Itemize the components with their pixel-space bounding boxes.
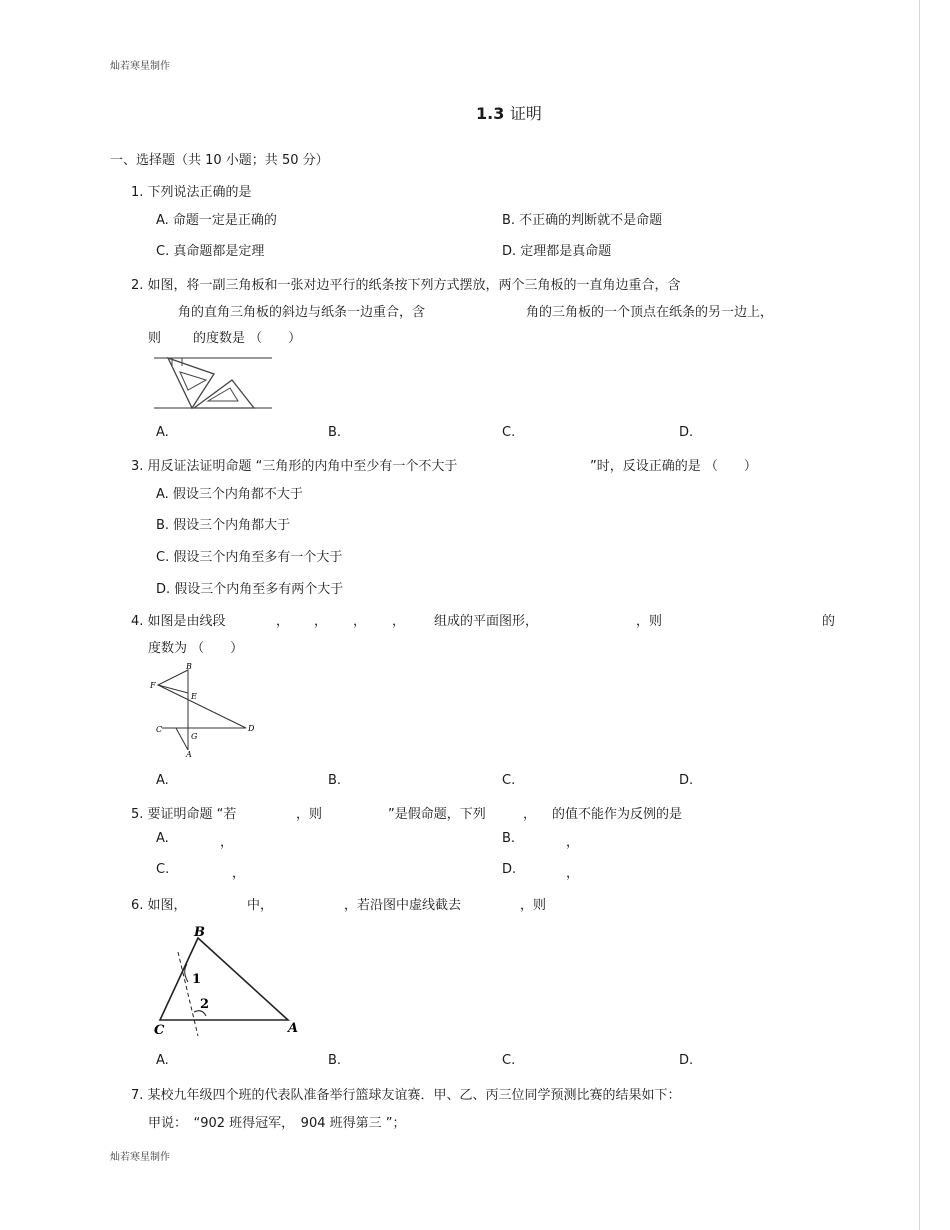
q2-option-b: B. xyxy=(328,425,342,440)
q5-option-a: A. xyxy=(156,831,169,846)
q6-stem-c: ，若沿图中虚线截去 xyxy=(344,898,462,913)
q4-label-e: E xyxy=(191,692,197,701)
q2-stem-line2a: 角的直角三角板的斜边与纸条一边重合，含 xyxy=(178,305,426,320)
q6-label-a: A xyxy=(288,1021,299,1036)
q5-stem-c: ”是假命题，下列 xyxy=(388,807,486,822)
q4-label-c: C xyxy=(156,725,163,734)
q1-option-b: B. 不正确的判断就不是命题 xyxy=(502,213,663,228)
q4-label-f: F xyxy=(150,681,156,690)
q4-figure xyxy=(148,660,260,760)
q2-stem-line1: 2. 如图，将一副三角板和一张对边平行的纸条按下列方式摆放，两个三角板的一直角边重合，含 xyxy=(131,278,681,293)
title-number: 1.3 xyxy=(476,104,505,123)
q4-comma-1: ， xyxy=(276,614,290,629)
q4-comma-3: ， xyxy=(353,614,367,629)
q3-stem-b: ”时，反设正确的是 （ ） xyxy=(590,459,757,474)
q2-figure xyxy=(154,354,272,412)
q1-option-c: C. 真命题都是定理 xyxy=(156,244,265,259)
q2-stem-line2b: 角的三角板的一个顶点在纸条的另一边上， xyxy=(526,305,774,320)
q5-option-c: C. xyxy=(156,862,170,877)
page-footer: 灿若寒星制作 xyxy=(110,1152,170,1163)
q6-label-angle-1: 1 xyxy=(192,972,202,987)
q4-label-a: A xyxy=(186,750,192,759)
q4-option-a: A. xyxy=(156,773,169,788)
title-text: 证明 xyxy=(509,104,542,123)
q6-label-b: B xyxy=(194,925,205,940)
q6-label-angle-2: 2 xyxy=(200,997,210,1012)
q4-option-c: C. xyxy=(502,773,516,788)
page-header: 灿若寒星制作 xyxy=(110,61,170,72)
q6-option-a: A. xyxy=(156,1053,169,1068)
q3-option-b: B. 假设三个内角都大于 xyxy=(156,518,291,533)
q5-stem-b: ，则 xyxy=(296,807,323,822)
q1-stem: 1. 下列说法正确的是 xyxy=(131,185,252,200)
q6-figure xyxy=(150,922,310,1042)
q7-stem: 7. 某校九年级四个班的代表队准备举行篮球友谊赛．甲、乙、丙三位同学预测比赛的结果如下： xyxy=(131,1088,681,1103)
q4-option-d: D. xyxy=(679,773,694,788)
q4-option-b: B. xyxy=(328,773,342,788)
q7-jia-statement: 甲说： “902 班得冠军， 904 班得第三 ”； xyxy=(148,1116,406,1131)
q2-option-d: D. xyxy=(679,425,694,440)
q2-option-c: C. xyxy=(502,425,516,440)
q4-label-b: B xyxy=(186,662,192,671)
q5-option-b-comma: ， xyxy=(566,835,580,850)
q4-label-g: G xyxy=(191,732,198,741)
section-heading: 一、选择题（共 10 小题；共 50 分） xyxy=(110,153,329,168)
q4-stem-line2: 度数为 （ ） xyxy=(148,641,244,656)
q2-option-a: A. xyxy=(156,425,169,440)
q5-stem-a: 5. 要证明命题 “若 xyxy=(131,807,237,822)
q5-option-d: D. xyxy=(502,862,517,877)
q6-stem-b: 中， xyxy=(247,898,274,913)
page-edge-line xyxy=(919,0,920,1230)
q4-label-d: D xyxy=(248,724,255,733)
q5-option-a-comma: ， xyxy=(220,835,234,850)
q4-comma-2: ， xyxy=(314,614,328,629)
q4-stem-c: ，则 xyxy=(636,614,663,629)
q4-comma-4: ， xyxy=(392,614,406,629)
q6-stem-a: 6. 如图， xyxy=(131,898,187,913)
q6-option-b: B. xyxy=(328,1053,342,1068)
q5-stem-e: 的值不能作为反例的是 xyxy=(552,807,683,822)
q2-stem-line3b: 的度数是 （ ） xyxy=(193,331,302,346)
q3-option-d: D. 假设三个内角至多有两个大于 xyxy=(156,582,344,597)
q5-option-c-comma: ， xyxy=(232,866,246,881)
q1-option-d: D. 定理都是真命题 xyxy=(502,244,612,259)
q6-label-c: C xyxy=(154,1023,165,1038)
q5-stem-d: ， xyxy=(523,807,537,822)
q6-option-d: D. xyxy=(679,1053,694,1068)
q6-stem-d: ，则 xyxy=(520,898,547,913)
q4-stem-d: 的 xyxy=(822,614,836,629)
q4-stem-a: 4. 如图是由线段 xyxy=(131,614,226,629)
q3-option-c: C. 假设三个内角至多有一个大于 xyxy=(156,550,343,565)
page-title xyxy=(476,101,542,124)
q3-stem-a: 3. 用反证法证明命题 “三角形的内角中至少有一个不大于 xyxy=(131,459,458,474)
q1-option-a: A. 命题一定是正确的 xyxy=(156,213,277,228)
q3-option-a: A. 假设三个内角都不大于 xyxy=(156,487,303,502)
q2-stem-line3a: 则 xyxy=(148,331,162,346)
q6-option-c: C. xyxy=(502,1053,516,1068)
q5-option-b: B. xyxy=(502,831,516,846)
q5-option-d-comma: ， xyxy=(566,866,580,881)
q4-stem-b: 组成的平面图形， xyxy=(434,614,539,629)
